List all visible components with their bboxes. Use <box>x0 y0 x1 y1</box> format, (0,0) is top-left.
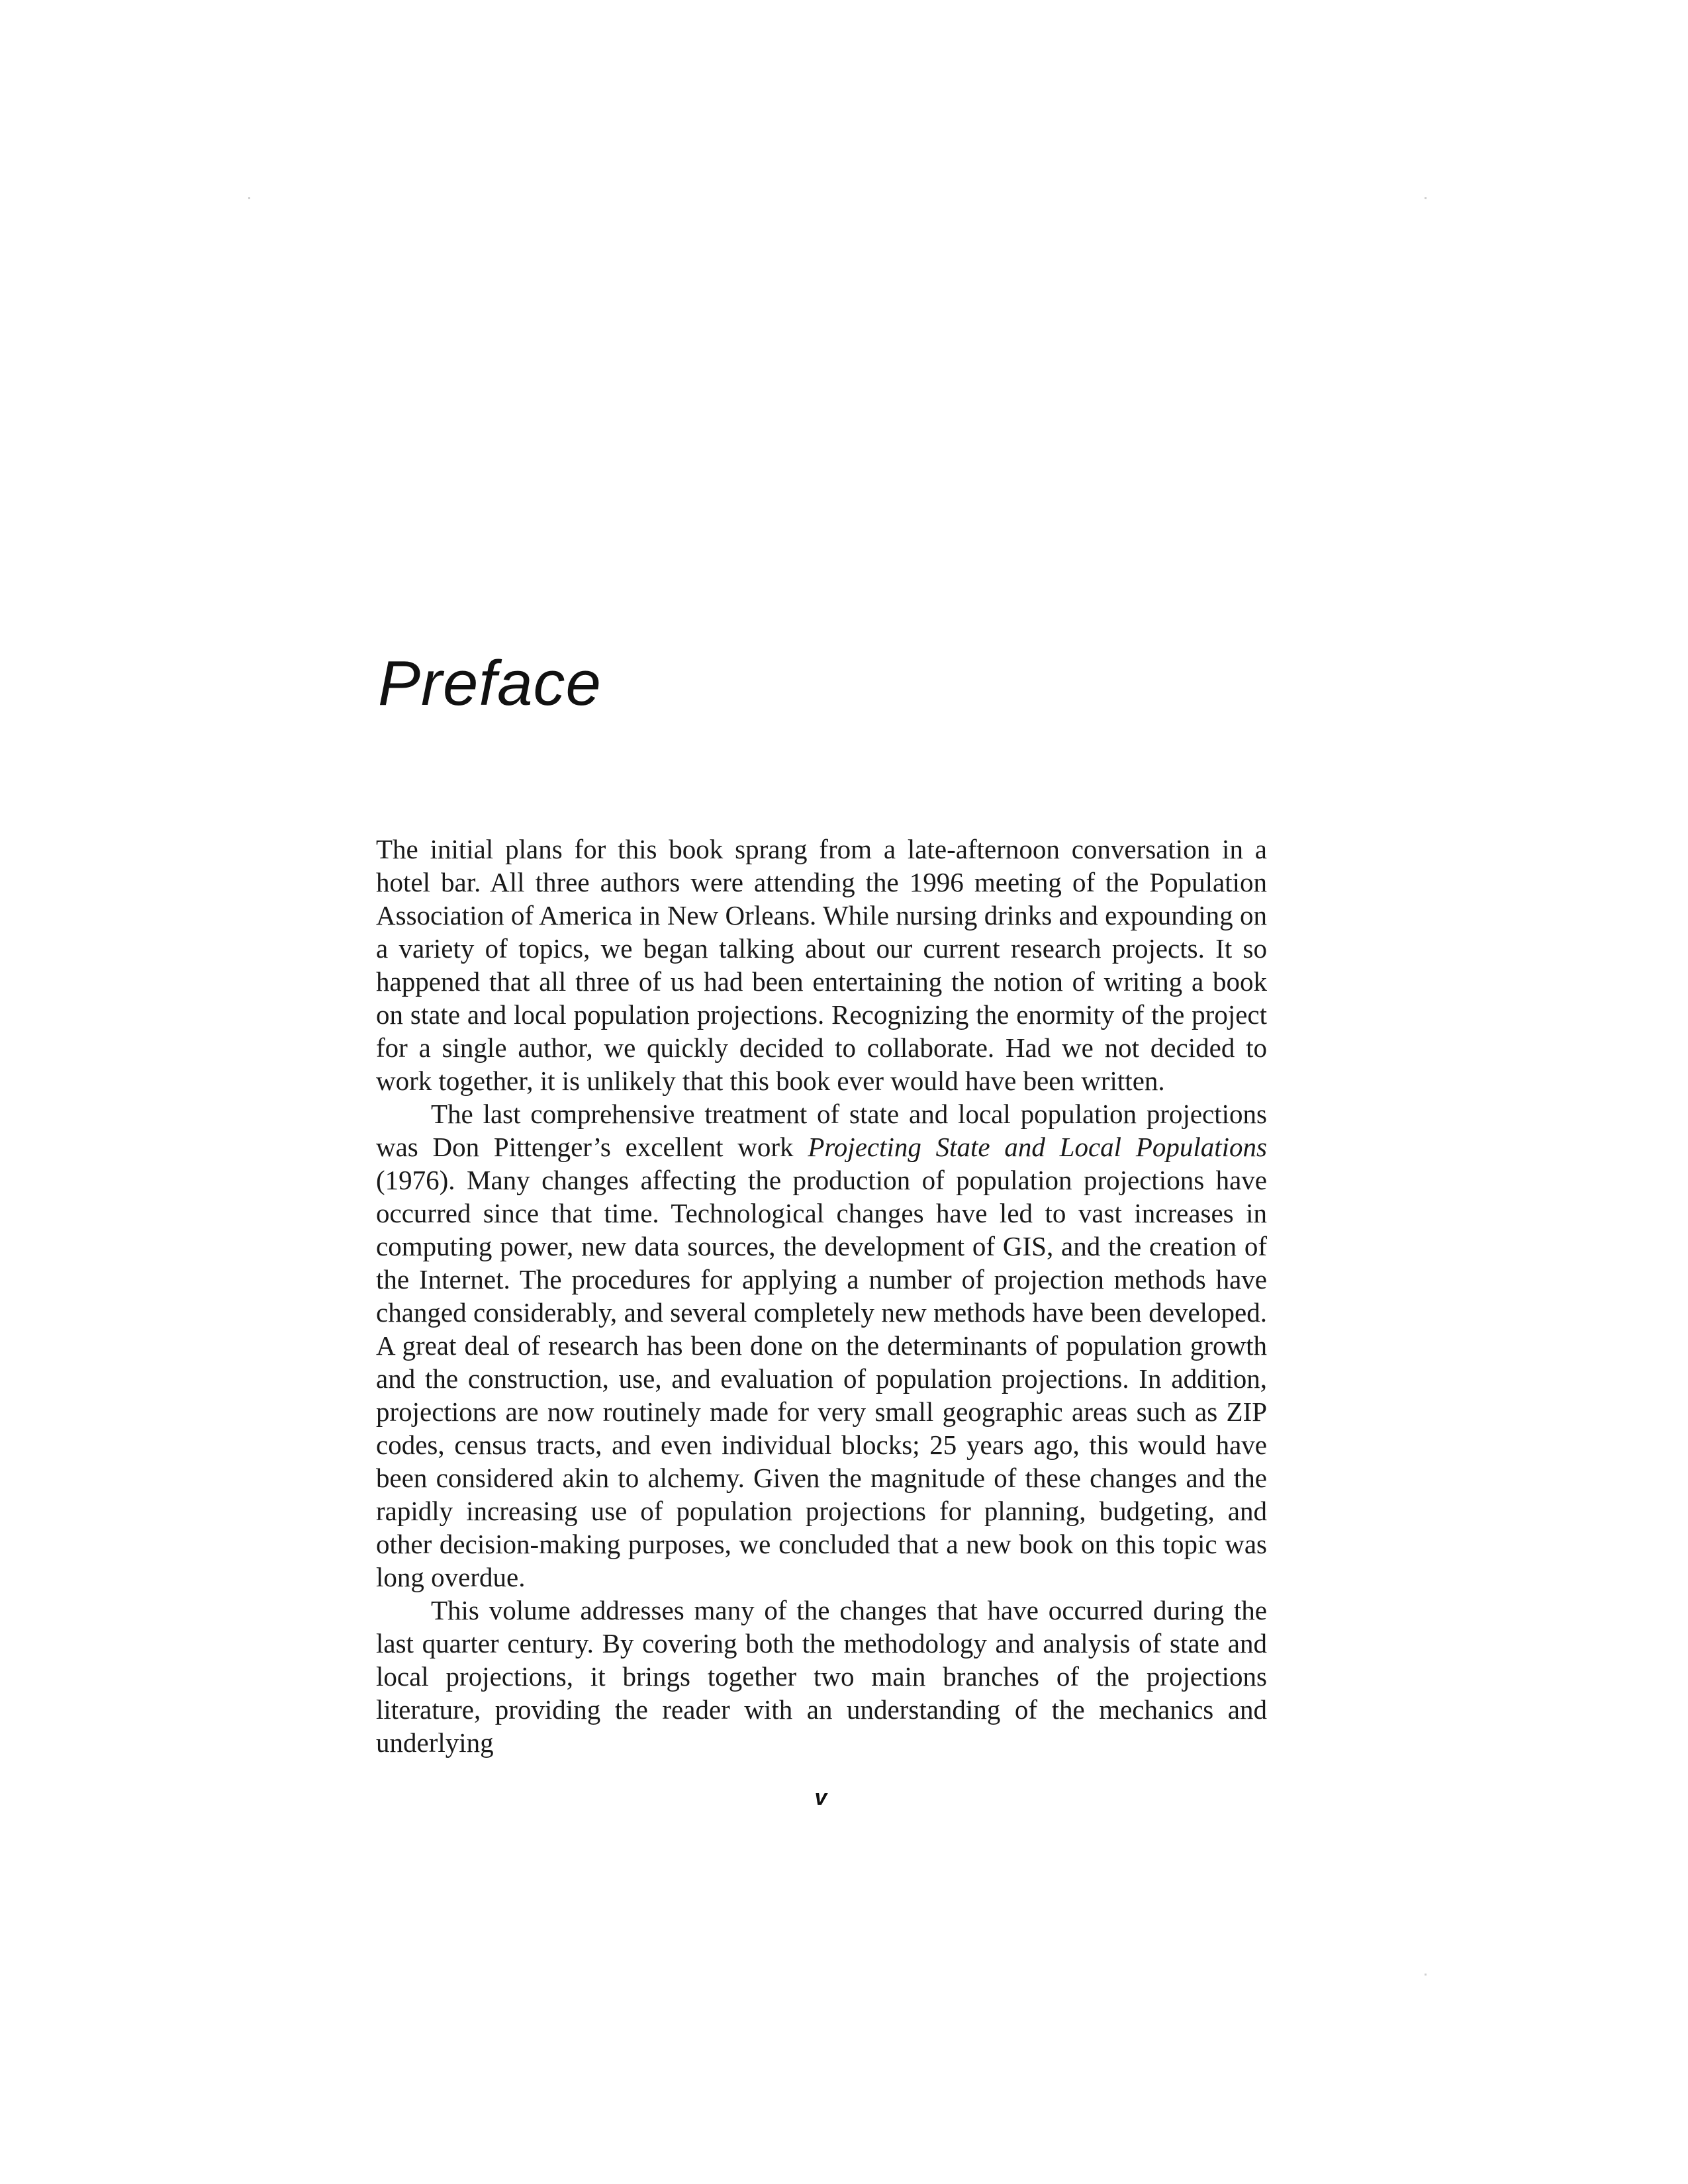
preface-body <box>376 833 1267 1759</box>
paragraph-2-lead: The last comprehensive treatment of state and local population projections was Don Pittenger’s excellent work <box>376 1099 1267 1162</box>
crop-mark-bottom-right <box>1425 1974 1427 1976</box>
page-number: v <box>814 1785 827 1810</box>
cited-book-title: Projecting State and Local Populations <box>808 1132 1267 1162</box>
paragraph-1: The initial plans for this book sprang from a late-afternoon conversation in a hotel bar. All three authors were attending the 1996 meeting of the Population Association of America in New Orleans. While nursing drinks and expounding on a variety of topics, we began talking about our current research projects. It so happened that all three of us had been entertaining the notion of writing a book on state and local population projections. Recognizing the enormity of the project for a single author, we quickly decided to collaborate. Had we not decided to work together, it is unlikely that this book ever would have been written. <box>376 834 1267 1096</box>
page-title: Preface <box>378 648 602 719</box>
paragraph-2 <box>376 1097 1267 1594</box>
crop-mark-top-left <box>248 197 250 199</box>
paragraph-2-rest: (1976). Many changes affecting the production of population projections have occurred since that time. Technological changes have led to vast increases in computing power, new data sources, the development of GIS, and the creation of the Internet. The procedures for applying a number of projection methods have changed considerably, and several completely new methods have been developed. A great deal of research has been done on the determinants of population growth and the construction, use, and evaluation of population projections. In addition, projections are now routinely made for very small geographic areas such as ZIP codes, census tracts, and even individual blocks; 25 years ago, this would have been considered akin to alchemy. Given the magnitude of these changes and the rapidly increasing use of population projections for planning, budgeting, and other decision-making purposes, we concluded that a new book on this topic was long overdue. <box>376 1165 1267 1592</box>
paragraph-3: This volume addresses many of the changes that have occurred during the last quarter century. By covering both the methodology and analysis of state and local projections, it brings together two main branches of the projections literature, providing the reader with an understanding of the mechanics and underlying <box>376 1595 1267 1758</box>
crop-mark-top-right <box>1425 197 1427 199</box>
